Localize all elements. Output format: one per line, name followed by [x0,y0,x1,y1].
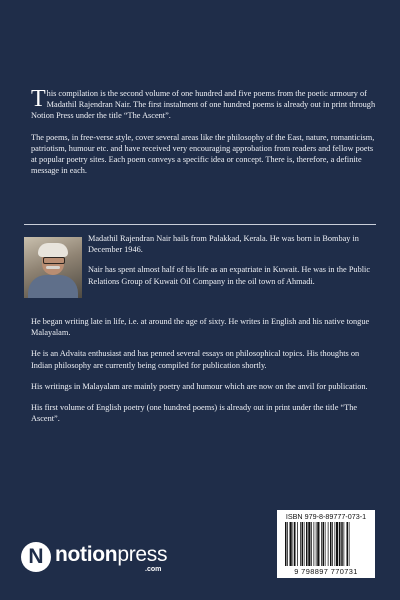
bio-paragraph-5: His writings in Malayalam are mainly poetry and humour which are now on the anvil for publication. [31,381,368,391]
author-bio-bottom [31,316,377,434]
publisher-name [55,543,167,567]
bio-paragraph-4: He is an Advaita enthusiast and has penned several essays on philosophical topics. His thoughts on Indian philosophy are currently being compiled for publication shortly. [31,349,360,370]
author-photo [24,237,82,298]
isbn-digits: 9 798897 770731 [294,567,358,576]
bio-paragraph-6: His first volume of English poetry (one hundred poems) is already out in print under the title “The Ascent”. [31,403,358,424]
bio-paragraph-2: Nair has spent almost half of his life as an expatriate in Kuwait. He was in the Public Relations Group of Kuwait Oil Company in the oil town of Ahmadi. [88,265,371,286]
notion-press-icon: N [21,542,51,572]
publisher-domain: .com [145,566,162,573]
blurb-text-1: his compilation is the second volume of one hundred and five poems from the poetic armoury of Madathil Rajendran Nair. The first instalment of one hundred poems is already out in print through Notion Press under the title “The Ascent”. [31,89,376,121]
book-blurb [31,88,377,186]
drop-cap: T [31,86,46,112]
publisher-name-light: press [117,543,168,566]
isbn-label: ISBN 979-8-89777-073-1 [285,512,367,521]
section-divider [24,224,376,225]
publisher-name-bold: notion [55,543,118,566]
blurb-paragraph-2: The poems, in free-verse style, cover several areas like the philosophy of the East, nature, romanticism, patriotism, humour etc. and have received very encouraging approbation from readers and fellow poets at popular poetry sites. Each poem conveys a specific idea or concept. There is, therefore, a definite message in each. [31,132,375,176]
blurb-paragraph-1 [31,88,377,122]
isbn-barcode-box [277,510,375,578]
author-bio-top [88,233,378,296]
bio-paragraph-1: Madathil Rajendran Nair hails from Palakkad, Kerala. He was born in Bombay in December 1946. [88,234,359,255]
barcode-icon [285,522,369,566]
publisher-logo [21,541,181,577]
bio-paragraph-3: He began writing late in life, i.e. at around the age of sixty. He writes in English and his native tongue Malayalam. [31,317,370,338]
